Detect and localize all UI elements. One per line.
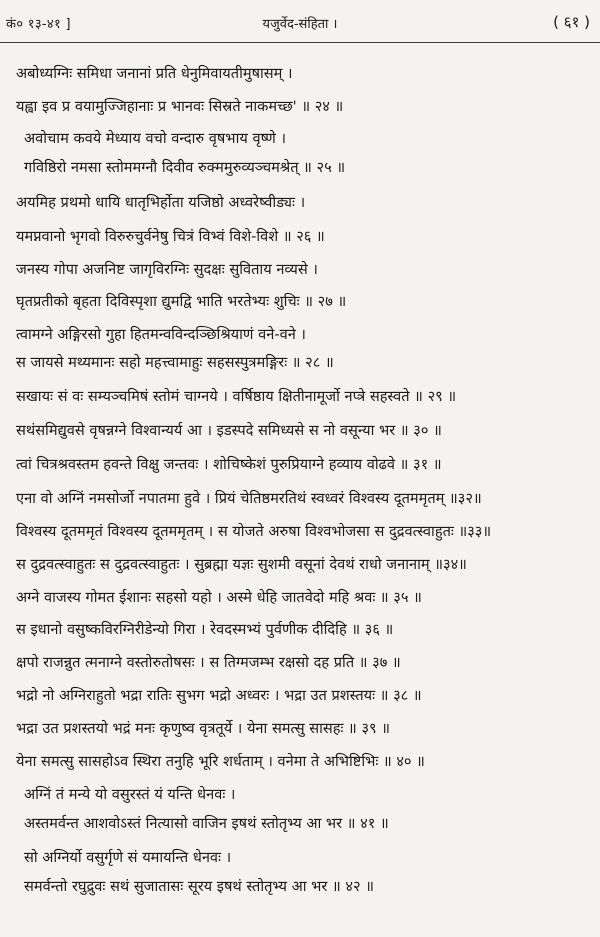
verse-line: क्षपो राजन्नुत त्मनाग्ने वस्तोरुतोषसः । स तिग्मजम्भ रक्षसो दह प्रति ॥ ३७ ॥ <box>16 654 401 671</box>
verse-range-label: कं० १३-४१ ] <box>6 17 71 32</box>
verse-line: स दुद्रवत्स्वाहुतः स दुद्रवत्स्वाहुतः । सुब्रह्मा यज्ञः सुशमी वसूनां देवथं राधो जनानाम् ॥३४॥ <box>16 556 467 573</box>
verse-line: जनस्य गोपा अजनिष्ट जागृविरग्निः सुदक्षः सुविताय नव्यसे । <box>16 261 318 278</box>
verse-line: सो अग्निर्यो वसुर्गृणे सं यमायन्ति धेनवः । <box>24 849 232 866</box>
verse-line: समर्वन्तो रघुद्रुवः सथं सुजातासः सूरय इषथं स्तोतृभ्य आ भर ॥ ४२ ॥ <box>24 878 374 895</box>
verse-line: घृतप्रतीको बृहता दिविस्पृशा द्युमद्वि भाति भरतेभ्यः शुचिः ॥ २७ ॥ <box>16 293 347 310</box>
verse-line: अयमिह प्रथमो धायि धातृभिर्होता यजिष्ठो अध्वरेष्वीड्यः । <box>16 194 306 211</box>
verse-line: त्वामग्ने अङ्गिरसो गुहा हितमन्वविन्दञ्छिश्रियाणं वने-वने । <box>16 326 306 343</box>
verse-line: स इधानो वसुष्कविरग्निरीडेन्यो गिरा । रेवदस्मभ्यं पुर्वणीक दीदिहि ॥ ३६ ॥ <box>16 621 394 638</box>
verse-line: गविष्ठिरो नमसा स्तोममग्नौ दिवीव रुक्ममुरुव्यञ्चमश्रेत् ॥ २५ ॥ <box>24 159 346 176</box>
verse-line: सखायः सं वः सम्यञ्चमिषं स्तोमं चाग्नये । वर्षिष्ठाय क्षितीनामूर्जो नप्त्रे सहस्वते ॥ २९ ॥ <box>16 388 457 405</box>
verse-line: अग्ने वाजस्य गोमत ईशानः सहसो यहो । अस्मे धेहि जातवेदो महि श्रवः ॥ ३५ ॥ <box>16 589 422 606</box>
page-number: ( ६१ ) <box>553 13 590 31</box>
verse-line: यह्वा इव प्र वयामुज्जिहानाः प्र भानवः सिस्रते नाकमच्छ' ॥ २४ ॥ <box>16 98 344 115</box>
verse-line: एना वो अग्निं नमसोर्जो नपातमा हुवे । प्रियं चेतिष्ठमरतिथं स्वध्वरं विश्वस्य दूतममृतम् ॥३२॥ <box>16 490 482 507</box>
verse-line: यमप्नवानो भृगवो विरुरुचुर्वनेषु चित्रं विभ्वं विशे-विशे ॥ २६ ॥ <box>16 228 325 245</box>
verse-line: त्वां चित्रश्रवस्तम हवन्ते विक्षु जन्तवः । शोचिष्केशं पुरुप्रियाग्ने हव्याय वोढवे ॥ ३१ ॥ <box>16 456 442 473</box>
verse-line: स जायसे मथ्यमानः सहो महत्त्वामाहुः सहसस्पुत्रमङ्गिरः ॥ २८ ॥ <box>16 354 334 371</box>
verse-line: भद्रा उत प्रशस्तयो भद्रं मनः कृणुष्व वृत्रतूर्ये । येना समत्सु सासहः ॥ ३९ ॥ <box>16 720 391 737</box>
verse-line: येना समत्सु सासहोऽव स्थिरा तनुहि भूरि शर्धताम् । वनेमा ते अभिष्टिभिः ॥ ४० ॥ <box>16 753 425 770</box>
verse-line: अवोचाम कवये मेध्याय वचो वन्दारु वृषभाय वृष्णे । <box>24 130 286 147</box>
verse-line: अस्तमर्वन्त आशवोऽस्तं नित्यासो वाजिन इषथं स्तोतृभ्य आ भर ॥ ४१ ॥ <box>24 815 389 832</box>
verse-line: अग्निं तं मन्ये यो वसुरस्तं यं यन्ति धेनवः । <box>24 786 236 803</box>
verse-line: अबोध्यग्निः समिधा जनानां प्रति धेनुमिवायतीमुषासम् । <box>16 65 293 82</box>
verse-line: सथंसमिद्युवसे वृषन्नग्ने विश्वान्यर्य आ । इडस्पदे समिध्यसे स नो वसून्या भर ॥ ३० ॥ <box>16 422 442 439</box>
book-title: यजुर्वेद-संहिता । <box>262 17 338 32</box>
verse-line: विश्वस्य दूतममृतं विश्वस्य दूतममृतम् । स योजते अरुषा विश्वभोजसा स दुद्रवत्स्वाहुतः ॥३३॥ <box>16 523 492 540</box>
verse-line: भद्रो नो अग्निराहुतो भद्रा रातिः सुभग भद्रो अध्वरः । भद्रा उत प्रशस्तयः ॥ ३८ ॥ <box>16 687 422 704</box>
